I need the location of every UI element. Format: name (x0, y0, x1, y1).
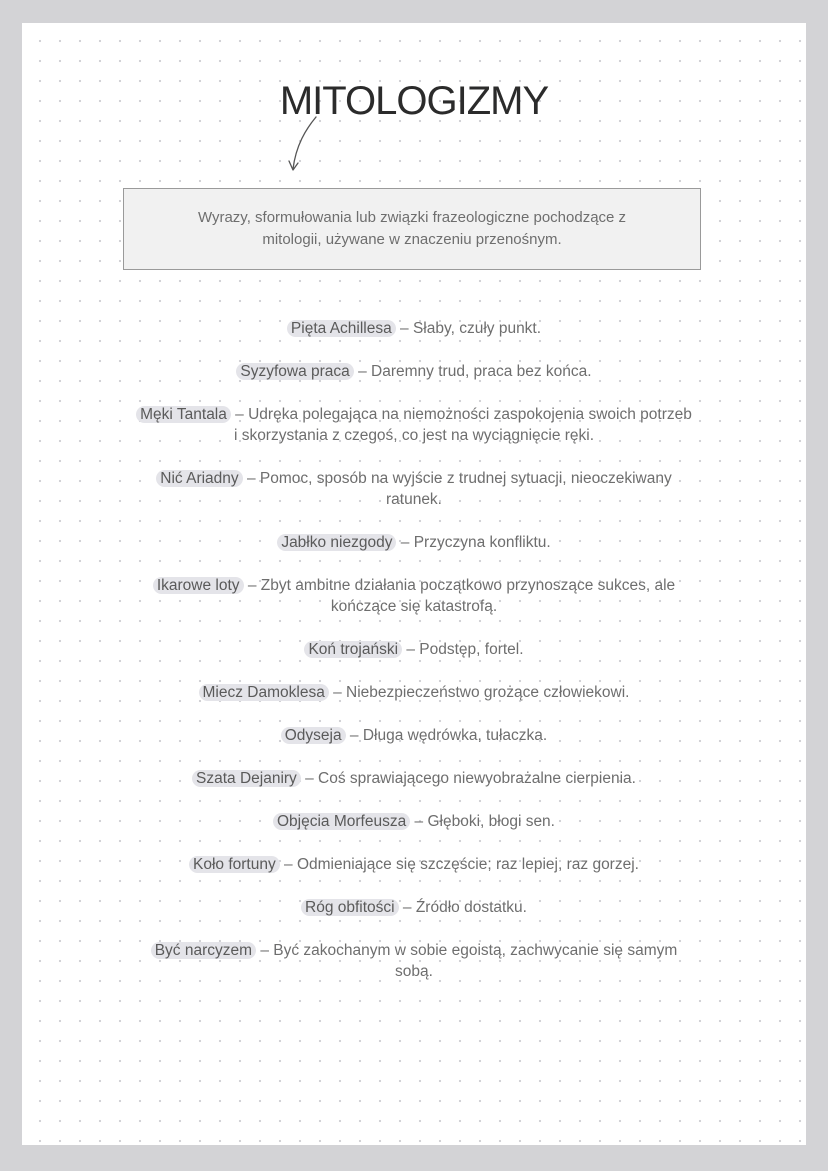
entry-meaning: Słaby, czuły punkt. (412, 320, 542, 337)
entry-term: Być narcyzem (151, 942, 256, 959)
entry-term: Objęcia Morfeusza (273, 813, 410, 830)
entry-meaning: Zbyt ambitne działania początkowo przynoszące sukces, ale kończące się katastrofą. (260, 577, 676, 615)
entry-meaning: Odmieniające się szczęście; raz lepiej, raz gorzej. (296, 856, 639, 873)
entry-separator: – (300, 770, 319, 787)
entry-term: Pięta Achillesa (287, 320, 396, 337)
entry-meaning: Pomoc, sposób na wyjście z trudnej sytuacji, nieoczekiwany ratunek. (259, 470, 672, 508)
list-item (134, 725, 694, 746)
entry-separator: – (242, 470, 260, 487)
list-item (134, 811, 694, 832)
entry-separator: – (279, 856, 297, 873)
entry-term: Odyseja (281, 727, 346, 744)
entry-meaning: Udręka polegająca na niemożności zaspokojenia swoich potrzeb i skorzystania z czegoś, co jest na wyciągnięcie ręki. (233, 406, 692, 444)
entry-separator: – (353, 363, 372, 380)
entry-separator: – (396, 534, 414, 551)
entry-term: Jabłko niezgody (277, 534, 396, 551)
list-item (134, 318, 694, 339)
list-item (134, 897, 694, 918)
entry-separator: – (398, 899, 416, 916)
list-item (134, 404, 694, 446)
note-page (22, 23, 806, 1145)
entry-term: Miecz Damoklesa (199, 684, 329, 701)
list-item (134, 575, 694, 617)
list-item (134, 940, 694, 982)
entry-separator: – (402, 641, 420, 658)
down-arrow-icon (280, 113, 330, 173)
entry-separator: – (256, 942, 274, 959)
entry-meaning: Coś sprawiającego niewyobrażalne cierpienia. (318, 770, 636, 787)
entry-term: Syzyfowa praca (236, 363, 353, 380)
entry-meaning: Źródło dostatku. (415, 899, 527, 916)
list-item (134, 468, 694, 510)
entry-separator: – (345, 727, 363, 744)
entry-term: Koło fortuny (189, 856, 280, 873)
entry-term: Róg obfitości (301, 899, 399, 916)
list-item (134, 532, 694, 553)
entry-meaning: Daremny trud, praca bez końca. (371, 363, 592, 380)
entry-meaning: Być zakochanym w sobie egoistą, zachwycanie się samym sobą. (273, 942, 678, 980)
entry-meaning: Przyczyna konfliktu. (413, 534, 551, 551)
list-item (134, 854, 694, 875)
entry-meaning: Podstęp, fortel. (419, 641, 524, 658)
list-item (134, 361, 694, 382)
list-item (134, 639, 694, 660)
definition-text: Wyrazy, sformułowania lub związki frazeologiczne pochodzące z mitologii, używane w znaczeniu przenośnym. (197, 209, 627, 248)
entry-term: Szata Dejaniry (192, 770, 301, 787)
entry-separator: – (328, 684, 347, 701)
entry-term: Nić Ariadny (156, 470, 242, 487)
page-title: MITOLOGIZMY (279, 79, 549, 123)
entry-meaning: Długa wędrówka, tułaczka. (362, 727, 548, 744)
entry-meaning: Niebezpieczeństwo grożące człowiekowi. (346, 684, 630, 701)
entry-separator: – (395, 320, 413, 337)
list-item (134, 682, 694, 703)
entry-separator: – (410, 813, 428, 830)
entry-term: Męki Tantala (136, 406, 231, 423)
entry-separator: – (230, 406, 249, 423)
entry-term: Koń trojański (304, 641, 402, 658)
entry-separator: – (243, 577, 261, 594)
entry-meaning: Głęboki, błogi sen. (427, 813, 555, 830)
definition-box (123, 188, 701, 270)
list-item (134, 768, 694, 789)
entries-list (22, 318, 806, 1004)
entry-term: Ikarowe loty (153, 577, 244, 594)
